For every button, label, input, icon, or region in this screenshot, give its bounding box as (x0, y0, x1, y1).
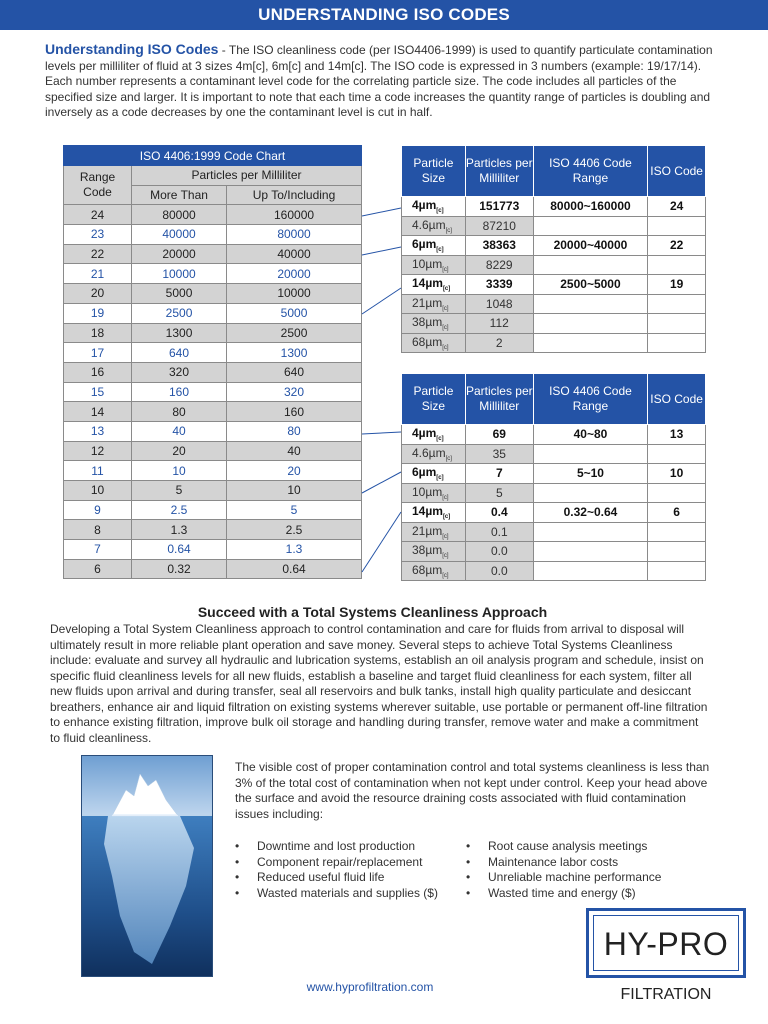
cell-iso: 22 (648, 236, 706, 256)
table-row (402, 294, 706, 314)
size-value: 14µm (412, 276, 443, 291)
cell-upto: 20 (227, 461, 362, 481)
size-subscript: [c] (436, 436, 444, 443)
cleanliness-body: Developing a Total System Cleanliness approach to control contamination and care for fluids from arrival to disposal will ultimately result in more reliable plant operation and save money. Several steps to achieve Total Systems Cleanliness include: evaluate and survey all hydraulic and lubrication systems, establish an oil analysis program and schedule, insist on specific fluid cleanliness levels for all new fluids, establish a baseline and target fluid cleanliness for each system, filter all new fluids upon arrival and during transfer, seal all reservoirs and bulk tanks, install high quality particulate and desiccant breathers, enhance air and liquid filtration on existing systems wherever suitable, use portable or permanent off-line filtration to enhance existing filtration, improve bulk oil storage and handling during transfer, remove water and make a commitment to fluid cleanliness. (50, 622, 708, 745)
cell-count: 5 (465, 483, 533, 503)
table-row (402, 216, 706, 236)
size-value: 68µm (412, 562, 443, 577)
logo-wordmark: HY-PRO (593, 915, 739, 971)
cell-code: 7 (64, 540, 132, 560)
table-row (64, 461, 362, 481)
cell-range (533, 522, 648, 542)
cell-more: 640 (132, 343, 227, 363)
cell-upto: 80000 (227, 225, 362, 245)
table-row (64, 264, 362, 284)
cleanliness-title: Succeed with a Total Systems Cleanliness Approach (197, 604, 548, 620)
cell-count: 0.0 (465, 542, 533, 562)
table-row (64, 500, 362, 520)
cell-iso: 6 (648, 503, 706, 523)
cell-iso: 24 (648, 197, 706, 217)
size-subscript: [c] (436, 247, 444, 254)
size-value: 38µm (412, 315, 443, 330)
cell-particle-size (402, 333, 466, 353)
size-subscript: [c] (442, 325, 449, 332)
cell-code: 11 (64, 461, 132, 481)
col-particle-size: Particle Size (402, 374, 466, 425)
table-row (64, 559, 362, 579)
cell-range (533, 542, 648, 562)
iceberg-illustration (82, 756, 213, 977)
size-subscript: [c] (442, 533, 449, 540)
cell-upto: 10 (227, 481, 362, 501)
cell-upto: 5 (227, 500, 362, 520)
cell-code: 14 (64, 402, 132, 422)
cell-upto: 2.5 (227, 520, 362, 540)
cell-range: 0.32~0.64 (533, 503, 648, 523)
cell-iso: 13 (648, 425, 706, 445)
table-row (402, 483, 706, 503)
cell-iso (648, 561, 706, 581)
col-up-to: Up To/Including (227, 185, 362, 205)
list-item: • Component repair/replacement (235, 855, 460, 871)
cell-range (533, 255, 648, 275)
cell-code: 22 (64, 244, 132, 264)
col-iso-code: ISO Code (648, 146, 706, 197)
cell-more: 5000 (132, 284, 227, 304)
cell-code: 17 (64, 343, 132, 363)
cell-upto: 320 (227, 382, 362, 402)
cell-iso (648, 255, 706, 275)
sample-table-2 (401, 373, 706, 581)
intro-text: - The ISO cleanliness code (per ISO4406-1999) is used to quantify particulate contamination levels per milliliter of fluid at 3 sizes 4m[c], 6m[c] and 14m[c]. The ISO code is expressed in 3 numbers (example: 19/17/14). Each number represents a contaminant level code for the correlating particle size. The code includes all particles of the specified size and larger. It is important to note that each time a code increases the quantity range of particles is doubling and inversely as a code decreases by one the contaminant level is cut in half. (45, 43, 713, 119)
cell-more: 20 (132, 441, 227, 461)
table-row (64, 402, 362, 422)
connector-10 (362, 472, 401, 493)
cell-more: 2500 (132, 303, 227, 323)
col-more-than: More Than (132, 185, 227, 205)
cell-particle-size (402, 425, 466, 445)
table-row (402, 425, 706, 445)
cell-count: 112 (465, 314, 533, 334)
cell-upto: 20000 (227, 264, 362, 284)
cell-particle-size (402, 216, 466, 236)
list-item: • Wasted materials and supplies ($) (235, 886, 460, 902)
cell-particle-size (402, 294, 466, 314)
table-row (402, 236, 706, 256)
cell-more: 10000 (132, 264, 227, 284)
cell-particle-size (402, 255, 466, 275)
cell-code: 24 (64, 205, 132, 225)
cell-particle-size (402, 464, 466, 484)
cell-iso (648, 314, 706, 334)
table-row (402, 314, 706, 334)
size-subscript: [c] (442, 572, 449, 579)
table-row (402, 503, 706, 523)
cell-count: 8229 (465, 255, 533, 275)
table-row (64, 244, 362, 264)
table-row (64, 303, 362, 323)
cell-more: 2.5 (132, 500, 227, 520)
cell-code: 16 (64, 362, 132, 382)
col-particles-per-ml: Particles per Milliliter (465, 374, 533, 425)
cell-particle-size (402, 444, 466, 464)
cell-more: 0.64 (132, 540, 227, 560)
col-particles-per-ml: Particles per Milliliter (465, 146, 533, 197)
page-header: UNDERSTANDING ISO CODES (0, 0, 768, 30)
cell-more: 80 (132, 402, 227, 422)
cell-iso (648, 294, 706, 314)
cost-bullets-right (466, 839, 716, 901)
size-subscript: [c] (442, 266, 449, 273)
size-value: 21µm (412, 295, 443, 310)
cell-more: 80000 (132, 205, 227, 225)
col-particles-group: Particles per Milliliter (132, 166, 362, 186)
cell-more: 1300 (132, 323, 227, 343)
table-row (402, 444, 706, 464)
cell-code: 12 (64, 441, 132, 461)
table-row (64, 441, 362, 461)
list-item: • Maintenance labor costs (466, 855, 716, 871)
website-link[interactable]: www.hyprofiltration.com (306, 980, 434, 994)
col-particle-size: Particle Size (402, 146, 466, 197)
table-row (402, 561, 706, 581)
cell-upto: 0.64 (227, 559, 362, 579)
cell-particle-size (402, 503, 466, 523)
size-subscript: [c] (445, 227, 452, 234)
cell-iso: 19 (648, 275, 706, 295)
cell-more: 160 (132, 382, 227, 402)
visible-cost-text: The visible cost of proper contamination control and total systems cleanliness is less than 3% of the total cost of contamination when not kept under control. Keep your head above the surface and avoid the resource draining costs associated with fluid contamination issues including: (235, 760, 710, 821)
table-row (64, 382, 362, 402)
table-row (64, 323, 362, 343)
cell-count: 7 (465, 464, 533, 484)
cell-range: 20000~40000 (533, 236, 648, 256)
list-item: • Downtime and lost production (235, 839, 460, 855)
cell-upto: 2500 (227, 323, 362, 343)
cell-count: 38363 (465, 236, 533, 256)
cell-more: 320 (132, 362, 227, 382)
table-row (402, 522, 706, 542)
cell-code: 15 (64, 382, 132, 402)
cell-range (533, 444, 648, 464)
table-row (64, 481, 362, 501)
size-subscript: [c] (442, 286, 451, 293)
size-value: 4µm (412, 426, 437, 441)
cell-code: 18 (64, 323, 132, 343)
cell-count: 0.0 (465, 561, 533, 581)
intro-paragraph (45, 42, 725, 121)
cell-range (533, 333, 648, 353)
cell-count: 2 (465, 333, 533, 353)
cell-particle-size (402, 275, 466, 295)
size-subscript: [c] (436, 475, 444, 482)
table-row (402, 255, 706, 275)
table-row (402, 464, 706, 484)
cell-particle-size (402, 197, 466, 217)
connector-19 (362, 288, 401, 314)
cell-code: 13 (64, 421, 132, 441)
connector-13 (362, 432, 401, 434)
table-row (64, 421, 362, 441)
cell-code: 6 (64, 559, 132, 579)
size-value: 4.6µm (412, 217, 446, 232)
intro-lead: Understanding ISO Codes (45, 41, 219, 57)
table-row (64, 540, 362, 560)
cell-code: 8 (64, 520, 132, 540)
table-row (64, 284, 362, 304)
cell-range: 40~80 (533, 425, 648, 445)
cell-range (533, 294, 648, 314)
cell-particle-size (402, 483, 466, 503)
cell-range: 2500~5000 (533, 275, 648, 295)
code-chart-title: ISO 4406:1999 Code Chart (64, 146, 362, 166)
cell-code: 9 (64, 500, 132, 520)
cell-range (533, 314, 648, 334)
cost-bullets-left (235, 839, 460, 901)
col-code-range: ISO 4406 Code Range (533, 146, 648, 197)
table-row (64, 225, 362, 245)
cell-upto: 1.3 (227, 540, 362, 560)
list-item: • Root cause analysis meetings (466, 839, 716, 855)
size-value: 6µm (412, 237, 437, 252)
logo-subtitle: FILTRATION (620, 986, 712, 1003)
size-subscript: [c] (442, 494, 449, 501)
size-subscript: [c] (436, 208, 444, 215)
size-subscript: [c] (442, 514, 451, 521)
cell-code: 19 (64, 303, 132, 323)
cell-more: 10 (132, 461, 227, 481)
cell-more: 1.3 (132, 520, 227, 540)
cell-iso (648, 333, 706, 353)
connector-24 (362, 208, 401, 216)
cell-upto: 10000 (227, 284, 362, 304)
size-value: 6µm (412, 465, 437, 480)
table-row (64, 362, 362, 382)
cell-upto: 160 (227, 402, 362, 422)
list-item: • Reduced useful fluid life (235, 870, 460, 886)
list-item: • Wasted time and energy ($) (466, 886, 716, 902)
cell-more: 20000 (132, 244, 227, 264)
cell-upto: 40 (227, 441, 362, 461)
size-value: 4.6µm (412, 445, 446, 460)
cell-particle-size (402, 561, 466, 581)
cell-range: 80000~160000 (533, 197, 648, 217)
cell-upto: 80 (227, 421, 362, 441)
cell-iso (648, 542, 706, 562)
col-range-code: Range Code (64, 166, 132, 205)
table-row (402, 275, 706, 295)
size-subscript: [c] (442, 305, 449, 312)
size-value: 38µm (412, 543, 443, 558)
col-iso-code: ISO Code (648, 374, 706, 425)
cell-count: 3339 (465, 275, 533, 295)
cell-iso (648, 216, 706, 236)
table-row (402, 333, 706, 353)
cell-range (533, 483, 648, 503)
size-value: 4µm (412, 198, 437, 213)
cell-more: 5 (132, 481, 227, 501)
cell-particle-size (402, 522, 466, 542)
table-row (402, 542, 706, 562)
cell-upto: 160000 (227, 205, 362, 225)
table-row (64, 520, 362, 540)
cell-code: 21 (64, 264, 132, 284)
cell-count: 0.1 (465, 522, 533, 542)
size-value: 10µm (412, 484, 443, 499)
cell-particle-size (402, 314, 466, 334)
cell-more: 0.32 (132, 559, 227, 579)
cell-range: 5~10 (533, 464, 648, 484)
cell-range (533, 216, 648, 236)
connector-6 (362, 512, 401, 572)
cell-upto: 40000 (227, 244, 362, 264)
list-item: • Unreliable machine performance (466, 870, 716, 886)
cell-iso (648, 483, 706, 503)
cell-code: 23 (64, 225, 132, 245)
cell-code: 10 (64, 481, 132, 501)
cell-upto: 1300 (227, 343, 362, 363)
cell-count: 0.4 (465, 503, 533, 523)
size-subscript: [c] (445, 455, 452, 462)
cell-iso (648, 522, 706, 542)
cell-count: 69 (465, 425, 533, 445)
size-subscript: [c] (442, 553, 449, 560)
cell-iso: 10 (648, 464, 706, 484)
connector-22 (362, 247, 401, 255)
cell-count: 35 (465, 444, 533, 464)
cell-count: 1048 (465, 294, 533, 314)
cell-more: 40000 (132, 225, 227, 245)
size-value: 68µm (412, 334, 443, 349)
cell-more: 40 (132, 421, 227, 441)
size-subscript: [c] (442, 344, 449, 351)
cell-upto: 640 (227, 362, 362, 382)
table-row (64, 343, 362, 363)
cell-upto: 5000 (227, 303, 362, 323)
cell-range (533, 561, 648, 581)
table-row (402, 197, 706, 217)
hy-pro-logo (586, 908, 746, 978)
cell-count: 151773 (465, 197, 533, 217)
cell-particle-size (402, 542, 466, 562)
cell-code: 20 (64, 284, 132, 304)
iceberg-image (81, 755, 213, 977)
size-value: 14µm (412, 504, 443, 519)
col-code-range: ISO 4406 Code Range (533, 374, 648, 425)
cell-particle-size (402, 236, 466, 256)
table-row (64, 205, 362, 225)
size-value: 21µm (412, 523, 443, 538)
sample-table-1 (401, 145, 706, 353)
cell-count: 87210 (465, 216, 533, 236)
cell-iso (648, 444, 706, 464)
iso-code-chart (63, 145, 362, 579)
size-value: 10µm (412, 256, 443, 271)
